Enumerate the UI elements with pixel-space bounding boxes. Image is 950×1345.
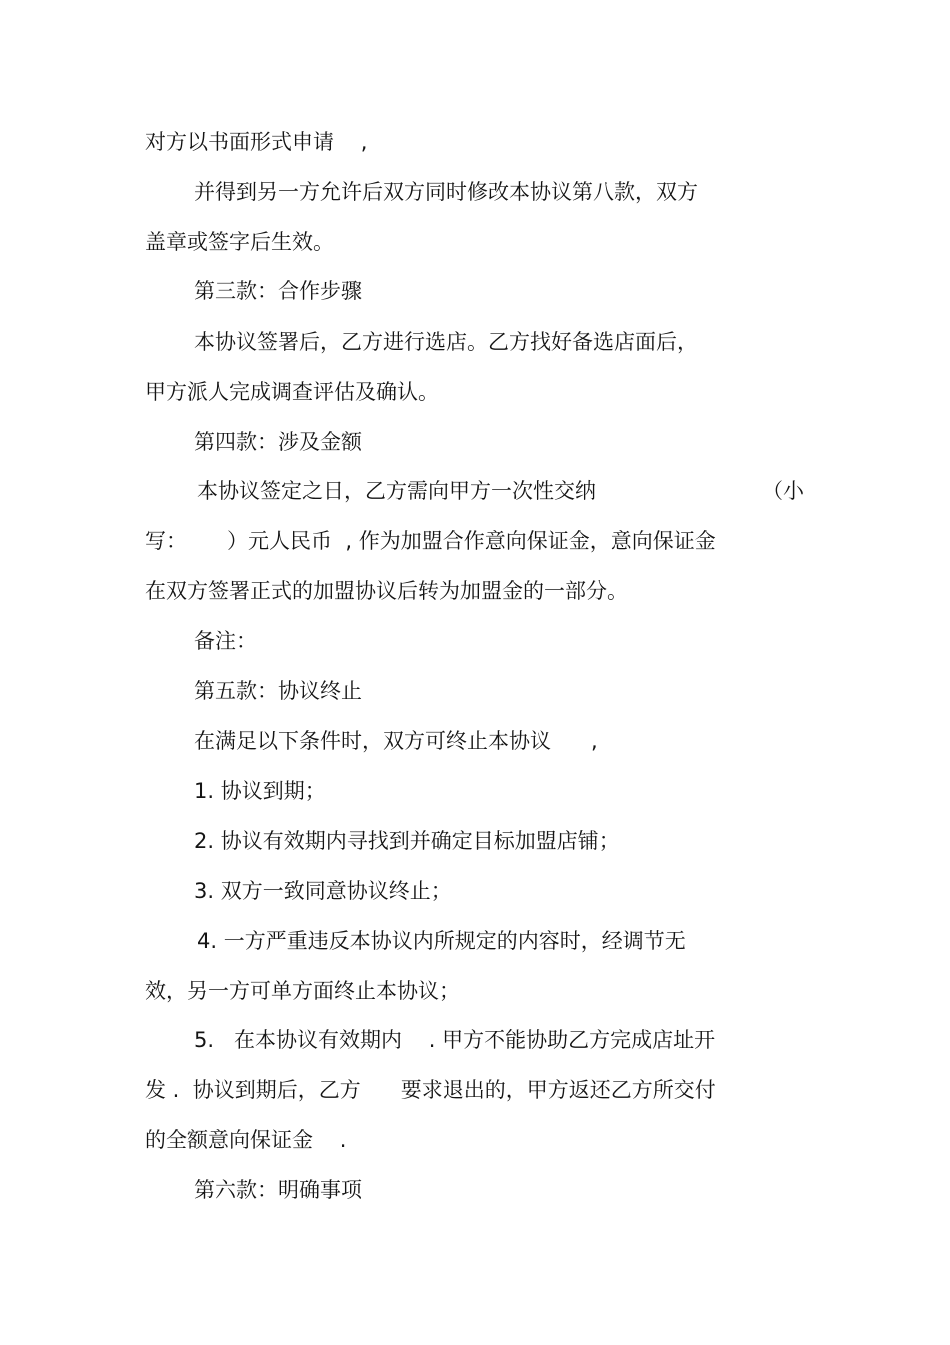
list-item-5-cont-2: 的全额意向保证金 . (145, 1128, 347, 1152)
text-line-13: 在满足以下条件时，双方可终止本协议 , (194, 729, 598, 753)
list-item-3: 3. 双方一致同意协议终止； (194, 879, 452, 903)
section-heading-4: 第四款：涉及金额 (194, 430, 362, 454)
section-heading-3: 第三款：合作步骤 (194, 279, 362, 303)
text-line-6: 甲方派人完成调查评估及确认。 (145, 380, 439, 404)
text-line-1: 对方以书面形式申请 , (145, 130, 368, 154)
section-heading-6: 第六款：明确事项 (194, 1178, 362, 1202)
section-heading-5: 第五款：协议终止 (194, 679, 362, 703)
text-line-9: 写： ）元人民币 , 作为加盟合作意向保证金，意向保证金 (145, 529, 716, 553)
text-line-10: 在双方签署正式的加盟协议后转为加盟金的一部分。 (145, 579, 628, 603)
list-item-5-cont-1: 发 . 协议到期后，乙方 要求退出的，甲方返还乙方所交付 (145, 1078, 716, 1102)
text-line-8: 本协议签定之日，乙方需向甲方一次性交纳 (197, 479, 596, 503)
list-item-2: 2. 协议有效期内寻找到并确定目标加盟店铺； (194, 829, 620, 853)
text-line-3: 盖章或签字后生效。 (145, 230, 334, 254)
text-line-2: 并得到另一方允许后双方同时修改本协议第八款，双方 (194, 180, 698, 204)
text-line-5: 本协议签署后，乙方进行选店。乙方找好备选店面后， (194, 330, 698, 354)
list-item-5: 5. 在本协议有效期内 . 甲方不能协助乙方完成店址开 (194, 1028, 716, 1052)
list-item-1: 1. 协议到期； (194, 779, 326, 803)
list-item-4-cont: 效，另一方可单方面终止本协议； (145, 979, 460, 1003)
remarks-label: 备注： (194, 629, 257, 653)
list-item-4: 4. 一方严重违反本协议内所规定的内容时，经调节无 (197, 929, 686, 953)
text-line-8b: （小 (762, 479, 804, 503)
